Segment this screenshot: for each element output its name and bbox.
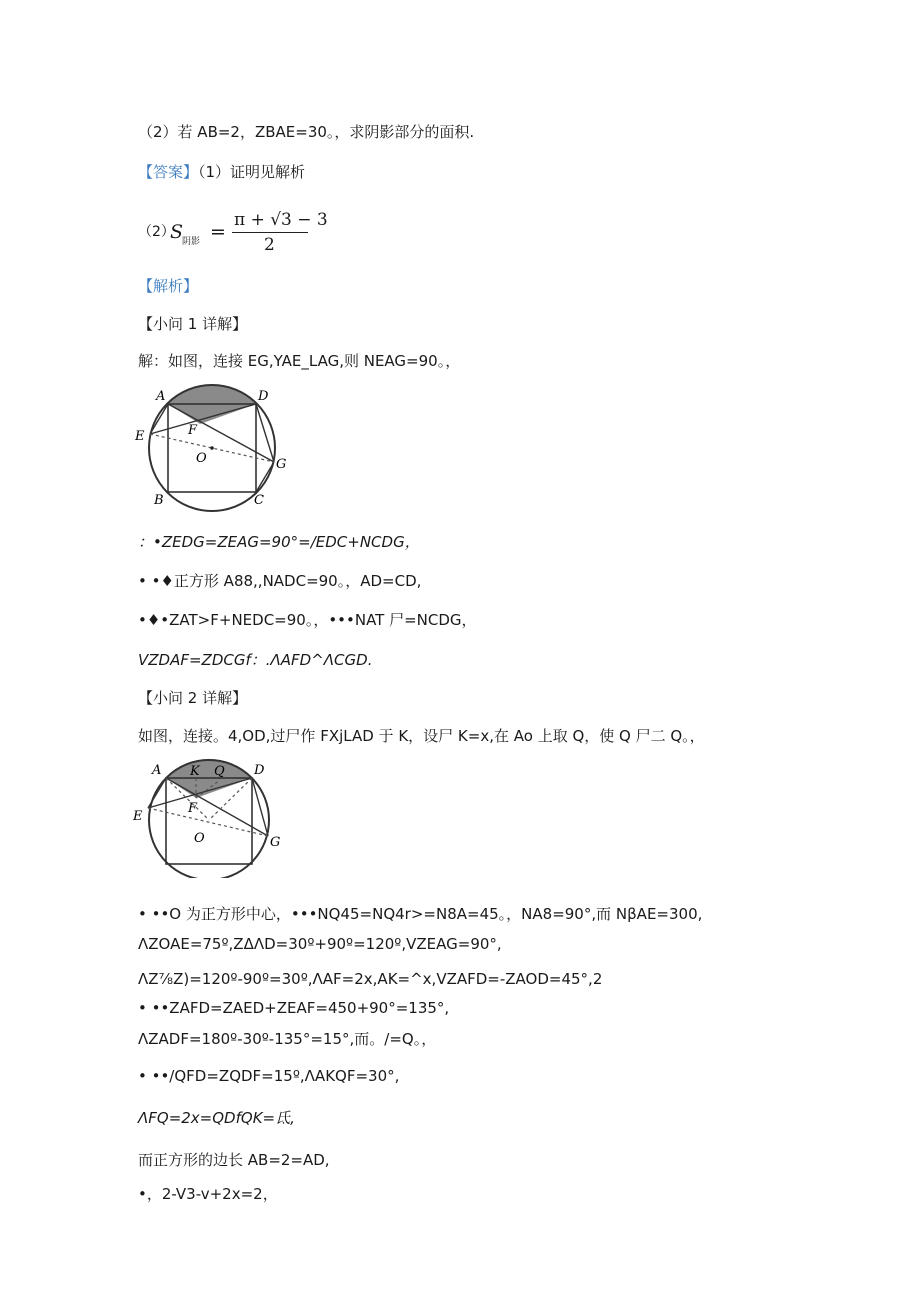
sol-line-7: ΛFQ=2x=QDfQK=氐, [138,1109,295,1127]
sol-line-1: • ••O 为正方形中心，•••NQ45=NQ4r>=N8A=45。，NA8=90°,而 NβAE=300, [138,905,703,923]
figure-1 [130,382,300,514]
fig2-label-K: K [190,764,200,779]
formula-numerator: π + √3 − 3 [234,210,328,230]
sub2-line1: 如图，连接。4,OD,过尸作 FXjLAD 于 K，设尸 K=x,在 Ao 上取 Q，使 Q 尸二 Q。， [138,727,705,745]
sol-line-6: • ••/QFD=ZQDF=15º,ΛAKQF=30°, [138,1067,400,1085]
answer-part-1: （1）证明见解析 [198,163,306,181]
formula-prefix: （2） [138,224,175,240]
formula-subscript: 阴影 [182,237,201,247]
fig1-label-B: B [154,493,164,508]
fig2-label-Q: Q [214,764,225,779]
answer-tag: 【答案】 [138,163,199,181]
answer-row [138,162,305,182]
shaded-segment [168,385,256,404]
fig2-label-D: D [254,763,265,778]
fig1-label-A: A [156,389,166,404]
sub1-heading: 【小问 1 详解】 [138,315,248,333]
figure-2-svg [130,758,295,878]
sol-line-9: •，2-V3-v+2x=2， [138,1185,278,1203]
formula-denominator: 2 [264,235,275,255]
sol-line-2: ΛZOAE=75º,ZΔΛD=30º+90º=120º,VZEAG=90°, [138,935,502,953]
area-formula [138,206,328,262]
sub1-line1: 解：如图，连接 EG,YAE_LAG,则 NEAG=90。， [138,352,461,370]
fig1-label-F: F [188,423,198,438]
proof-line-3: •♦•ZAT>F+NEDC=90。，•••NAT 尸=NCDG， [138,611,477,629]
sol-line-3: ΛZ⅞Z)=120º-90º=30º,ΛAF=2x,AK=^x,VZAFD=-ZAOD=45°,2 [138,970,603,988]
line-CG [256,462,274,492]
sol-line-5: ΛZADF=180º-30º-135°=15°,而。/=Q。， [138,1030,437,1048]
fig1-label-G: G [276,457,287,472]
figure-1-svg [130,382,300,514]
fig2-label-F: F [188,801,198,816]
fig1-label-C: C [254,493,264,508]
fig1-label-O: O [196,451,207,466]
fig2-label-G: G [270,835,281,850]
question-part-2: （2）若 AB=2，ZBAE=30。，求阴影部分的面积. [138,123,475,141]
fig2-label-O: O [194,831,205,846]
shaded-triangle [168,404,256,424]
proof-line-2: • •♦正方形 A88,,NADC=90。，AD=CD, [138,572,422,590]
fraction-bar [232,232,308,233]
fig1-label-D: D [258,389,269,404]
fig2-label-A: A [152,763,162,778]
formula-equals: = [210,221,226,243]
sub2-heading: 【小问 2 详解】 [138,689,248,707]
fig1-label-E: E [135,429,145,444]
figure-2 [130,758,295,878]
proof-line-1: ：•ZEDG=ZEAG=90°=/EDC+NCDG， [138,533,420,551]
formula-s: S [170,221,184,243]
proof-line-4: VZDAF=ZDCGf：.ΛAFD^ΛCGD. [138,651,373,669]
analysis-tag: 【解析】 [138,277,199,295]
sol-line-8: 而正方形的边长 AB=2=AD, [138,1151,330,1169]
fig2-label-E: E [133,809,143,824]
sol-line-4: • ••ZAFD=ZAED+ZEAF=450+90°=135°, [138,999,450,1017]
center-point [210,446,214,450]
